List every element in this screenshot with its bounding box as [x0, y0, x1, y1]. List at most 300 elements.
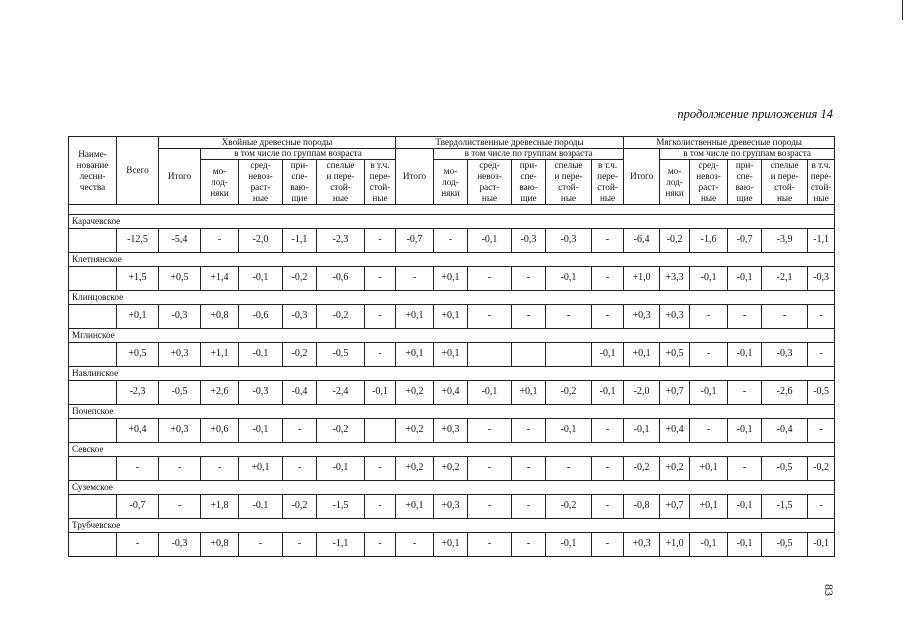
value-cell: -0,2	[546, 495, 592, 519]
table-row	[69, 267, 835, 291]
age-col-header-line: стой-	[810, 182, 832, 192]
age-col-header	[762, 160, 808, 205]
value-cell: -	[512, 533, 546, 557]
age-col-header-line: пере-	[810, 171, 832, 181]
value-cell: -0,1	[690, 533, 728, 557]
value-cell: +0,1	[624, 343, 660, 367]
value-cell: +0,5	[660, 343, 690, 367]
value-cell: +0,3	[159, 419, 201, 443]
value-cell: +0,1	[239, 457, 283, 481]
value-cell: -	[201, 229, 239, 253]
value-cell: -	[546, 305, 592, 329]
value-cell: -0,3	[159, 533, 201, 557]
value-cell: -	[546, 457, 592, 481]
age-col-header	[512, 160, 546, 205]
forestry-name-row	[69, 519, 835, 533]
value-cell: +0,1	[434, 267, 468, 291]
age-col-header-line: ные	[332, 193, 349, 203]
forestry-name: Карачевское	[69, 215, 835, 229]
age-col-header	[592, 160, 624, 205]
value-cell: -0,6	[317, 267, 365, 291]
value-cell: -	[239, 533, 283, 557]
empty-name-cell	[69, 381, 117, 405]
value-cell: -0,1	[592, 381, 624, 405]
value-cell: -	[396, 533, 434, 557]
value-cell: +0,3	[624, 533, 660, 557]
value-cell: -	[512, 495, 546, 519]
forestry-name-row	[69, 253, 835, 267]
value-cell: +0,7	[660, 381, 690, 405]
age-col-header-line: ные	[813, 193, 829, 203]
value-cell: -1,5	[762, 495, 808, 519]
age-col-header-line: раст-	[479, 182, 500, 192]
age-col-header-line: ваю-	[519, 182, 538, 192]
value-cell: -0,5	[762, 457, 808, 481]
group-header: Хвойные древесные породы	[159, 137, 396, 149]
forestry-name-row	[69, 481, 835, 495]
empty-name-cell	[69, 343, 117, 367]
age-col-header-line: стой-	[369, 182, 391, 192]
value-cell: -0,3	[546, 229, 592, 253]
value-cell: -	[365, 343, 396, 367]
age-col-header	[546, 160, 592, 205]
value-cell: -	[117, 457, 159, 481]
value-cell: +0,1	[434, 343, 468, 367]
value-cell: +0,1	[690, 495, 728, 519]
age-col-header	[239, 160, 283, 205]
value-cell: -	[690, 305, 728, 329]
value-cell: -	[592, 457, 624, 481]
value-cell: +0,1	[117, 305, 159, 329]
value-cell: -0,3	[808, 267, 835, 291]
value-cell: -0,1	[468, 381, 512, 405]
value-cell: -	[592, 267, 624, 291]
value-cell: -0,2	[660, 229, 690, 253]
age-col-header-line: щие	[736, 193, 753, 203]
forestry-name-row	[69, 329, 835, 343]
value-cell: -	[468, 457, 512, 481]
value-cell: -	[159, 495, 201, 519]
empty-name-cell	[69, 419, 117, 443]
age-col-header-line: лод-	[211, 176, 228, 187]
age-col-header-line: сред-	[698, 160, 719, 170]
spacer-cell	[69, 205, 835, 215]
age-col-header-line: щие	[520, 193, 537, 203]
age-col-header-line: ные	[700, 193, 717, 203]
total-header: Всего	[117, 137, 159, 205]
forest-table	[68, 136, 835, 557]
value-cell: +0,6	[201, 419, 239, 443]
value-cell: -0,1	[624, 419, 660, 443]
age-col-header-line: спе-	[736, 171, 753, 181]
value-cell	[546, 343, 592, 367]
itogo-header: Итого	[624, 149, 660, 205]
value-cell: -0,5	[808, 381, 835, 405]
value-cell: -	[468, 533, 512, 557]
empty-name-cell	[69, 267, 117, 291]
value-cell: -2,1	[762, 267, 808, 291]
age-col-header-line: лод-	[666, 176, 683, 187]
forestry-name: Трубчевское	[69, 519, 835, 533]
value-cell: -	[468, 495, 512, 519]
value-cell: -0,2	[546, 381, 592, 405]
age-col-header-line: ные	[599, 193, 616, 203]
table-row	[69, 305, 835, 329]
forestry-name-row	[69, 291, 835, 305]
value-cell: -	[283, 533, 317, 557]
age-col-header-line: лод-	[442, 176, 459, 187]
value-cell: -0,1	[690, 267, 728, 291]
forestry-name-row	[69, 215, 835, 229]
value-cell: -6,4	[624, 229, 660, 253]
value-cell: +0,2	[396, 419, 434, 443]
age-col-header-line: в т.ч.	[597, 160, 618, 170]
value-cell: -0,1	[728, 495, 762, 519]
table-row	[69, 229, 835, 253]
value-cell: +1,5	[117, 267, 159, 291]
age-col-header-line: стой-	[330, 182, 351, 192]
value-cell: -2,3	[317, 229, 365, 253]
value-cell: -	[592, 305, 624, 329]
value-cell: +1,4	[201, 267, 239, 291]
age-col-header-line: пере-	[369, 171, 391, 181]
value-cell: +1,1	[201, 343, 239, 367]
value-cell: +0,3	[660, 305, 690, 329]
age-col-header-line: мо-	[443, 165, 458, 176]
age-col-header-line: раст-	[698, 182, 719, 192]
forestry-name: Мглинское	[69, 329, 835, 343]
value-cell: +1,0	[660, 533, 690, 557]
value-cell: +1,8	[201, 495, 239, 519]
value-cell: -0,1	[239, 267, 283, 291]
value-cell: -	[468, 419, 512, 443]
value-cell: -	[592, 229, 624, 253]
empty-name-cell	[69, 305, 117, 329]
value-cell: +0,1	[396, 305, 434, 329]
spacer-row	[69, 205, 835, 215]
value-cell: -0,1	[239, 419, 283, 443]
age-col-header-line: невоз-	[477, 171, 502, 181]
value-cell	[512, 343, 546, 367]
age-col-header-line: няки	[210, 187, 229, 198]
value-cell: -0,1	[728, 533, 762, 557]
value-cell: +0,1	[434, 305, 468, 329]
age-col-header-line: спелые	[326, 160, 355, 170]
name-header-line: лесни-	[79, 170, 106, 181]
empty-name-cell	[69, 229, 117, 253]
value-cell: -0,2	[283, 343, 317, 367]
value-cell: -0,3	[239, 381, 283, 405]
value-cell: -0,1	[239, 495, 283, 519]
name-header-line: нование	[76, 159, 109, 170]
age-col-header	[201, 160, 239, 205]
value-cell: +0,2	[396, 457, 434, 481]
age-col-header-line: ваю-	[290, 182, 309, 192]
value-cell: +0,1	[512, 381, 546, 405]
value-cell: -	[434, 229, 468, 253]
value-cell: -	[512, 419, 546, 443]
value-cell: -	[592, 533, 624, 557]
age-col-header-line: ные	[372, 193, 388, 203]
value-cell: -0,4	[762, 419, 808, 443]
forestry-name-row	[69, 443, 835, 457]
value-cell: +0,2	[434, 457, 468, 481]
age-col-header-line: сред-	[479, 160, 500, 170]
age-col-header-line: няки	[441, 187, 460, 198]
value-cell: -0,2	[317, 419, 365, 443]
value-cell: -0,5	[317, 343, 365, 367]
age-col-header-line: сред-	[250, 160, 271, 170]
value-cell: -	[365, 457, 396, 481]
value-cell: -0,8	[624, 495, 660, 519]
page-edge-mark	[902, 0, 903, 20]
age-groups-header: в том числе по группам возраста	[201, 149, 396, 160]
value-cell: -	[512, 305, 546, 329]
value-cell: +0,4	[660, 419, 690, 443]
value-cell: -0,1	[690, 381, 728, 405]
value-cell: -	[283, 419, 317, 443]
empty-name-cell	[69, 457, 117, 481]
value-cell: -0,3	[512, 229, 546, 253]
age-col-header	[690, 160, 728, 205]
value-cell: -	[728, 305, 762, 329]
group-header: Мягколиственные древесные породы	[624, 137, 835, 149]
value-cell: -5,4	[159, 229, 201, 253]
table-row	[69, 457, 835, 481]
value-cell: -0,2	[624, 457, 660, 481]
value-cell: -	[159, 457, 201, 481]
value-cell: +3,3	[660, 267, 690, 291]
value-cell: -0,1	[728, 343, 762, 367]
table-row	[69, 533, 835, 557]
empty-name-cell	[69, 533, 117, 557]
age-col-header-line: ные	[481, 193, 498, 203]
age-col-header-line: стой-	[597, 182, 618, 192]
value-cell: -0,2	[808, 457, 835, 481]
age-col-header-line: мо-	[212, 165, 227, 176]
value-cell: -1,6	[690, 229, 728, 253]
name-header-line: чества	[79, 181, 106, 192]
table-row	[69, 419, 835, 443]
age-col-header-line: раст-	[250, 182, 271, 192]
value-cell: -0,7	[728, 229, 762, 253]
value-cell: -	[201, 457, 239, 481]
value-cell: +0,1	[434, 533, 468, 557]
page-number: 83	[822, 584, 836, 596]
age-col-header	[283, 160, 317, 205]
value-cell: +0,1	[396, 495, 434, 519]
age-col-header-line: и пере-	[326, 171, 355, 181]
value-cell: -	[365, 305, 396, 329]
value-cell: -0,1	[365, 381, 396, 405]
age-col-header-line: при-	[290, 160, 309, 170]
value-cell: -0,5	[159, 381, 201, 405]
age-col-header-line: ные	[560, 193, 577, 203]
age-col-header-line: стой-	[558, 182, 579, 192]
value-cell: +0,8	[201, 533, 239, 557]
age-col-header-line: и пере-	[770, 171, 799, 181]
value-cell: -0,3	[283, 305, 317, 329]
forestry-name: Клинцовское	[69, 291, 835, 305]
age-col-header-line: и пере-	[554, 171, 583, 181]
value-cell: -	[808, 419, 835, 443]
value-cell: +0,3	[434, 495, 468, 519]
value-cell: +2,6	[201, 381, 239, 405]
age-col-header	[317, 160, 365, 205]
name-header	[69, 137, 117, 205]
value-cell: +0,1	[396, 343, 434, 367]
value-cell: -	[592, 419, 624, 443]
age-col-header-line: ные	[776, 193, 793, 203]
age-groups-header: в том числе по группам возраста	[660, 149, 835, 160]
value-cell: +0,3	[624, 305, 660, 329]
age-col-header-line: ные	[252, 193, 269, 203]
value-cell: -	[365, 267, 396, 291]
value-cell: -	[592, 495, 624, 519]
forestry-name: Севское	[69, 443, 835, 457]
age-col-header-line: ваю-	[735, 182, 754, 192]
value-cell: -12,5	[117, 229, 159, 253]
value-cell: -0,3	[159, 305, 201, 329]
value-cell: -0,1	[592, 343, 624, 367]
value-cell: -	[396, 267, 434, 291]
value-cell: -0,2	[317, 305, 365, 329]
age-col-header	[728, 160, 762, 205]
value-cell: -0,5	[762, 533, 808, 557]
value-cell: -0,1	[239, 343, 283, 367]
value-cell: +0,5	[159, 267, 201, 291]
value-cell: -1,5	[317, 495, 365, 519]
value-cell: -0,4	[283, 381, 317, 405]
forestry-name: Суземское	[69, 481, 835, 495]
forestry-name: Почепское	[69, 405, 835, 419]
age-col-header-line: пере-	[597, 171, 618, 181]
value-cell	[365, 419, 396, 443]
value-cell: -0,2	[283, 495, 317, 519]
value-cell: -0,1	[468, 229, 512, 253]
value-cell: +0,3	[434, 419, 468, 443]
forestry-name-row	[69, 367, 835, 381]
value-cell: -	[808, 305, 835, 329]
age-col-header-line: в т.ч.	[811, 160, 831, 170]
name-header-line: Наиме-	[78, 148, 107, 159]
value-cell: -0,2	[283, 267, 317, 291]
table-row	[69, 343, 835, 367]
value-cell: +0,2	[660, 457, 690, 481]
age-col-header	[660, 160, 690, 205]
value-cell: -0,1	[728, 267, 762, 291]
value-cell: +0,8	[201, 305, 239, 329]
value-cell: -	[808, 343, 835, 367]
value-cell: +0,5	[117, 343, 159, 367]
continuation-caption: продолжение приложения 14	[677, 107, 833, 121]
value-cell: +0,4	[434, 381, 468, 405]
value-cell	[468, 343, 512, 367]
age-col-header	[434, 160, 468, 205]
value-cell: -2,0	[239, 229, 283, 253]
age-col-header-line: при-	[519, 160, 538, 170]
value-cell: -0,7	[396, 229, 434, 253]
value-cell: -	[762, 305, 808, 329]
value-cell: -	[690, 343, 728, 367]
itogo-header: Итого	[159, 149, 201, 205]
age-col-header-line: спе-	[291, 171, 308, 181]
age-col-header-line: спелые	[770, 160, 799, 170]
value-cell: -	[512, 457, 546, 481]
value-cell: -	[728, 381, 762, 405]
value-cell: -	[808, 495, 835, 519]
age-groups-header: в том числе по группам возраста	[434, 149, 624, 160]
header-row	[69, 149, 835, 160]
value-cell: -	[365, 533, 396, 557]
age-col-header-line: няки	[665, 187, 684, 198]
value-cell: +0,4	[117, 419, 159, 443]
value-cell: -	[728, 457, 762, 481]
value-cell: -0,3	[762, 343, 808, 367]
age-col-header-line: невоз-	[248, 171, 273, 181]
value-cell: +0,2	[396, 381, 434, 405]
value-cell: -0,1	[728, 419, 762, 443]
value-cell: -0,1	[546, 267, 592, 291]
age-col-header-line: спе-	[520, 171, 537, 181]
value-cell: -	[365, 229, 396, 253]
value-cell: +0,1	[690, 457, 728, 481]
value-cell: -3,9	[762, 229, 808, 253]
value-cell: -0,7	[117, 495, 159, 519]
value-cell: -1,1	[317, 533, 365, 557]
age-col-header-line: невоз-	[696, 171, 721, 181]
value-cell: -	[690, 419, 728, 443]
age-col-header-line: при-	[735, 160, 754, 170]
value-cell: -1,1	[808, 229, 835, 253]
itogo-header: Итого	[396, 149, 434, 205]
table-row	[69, 495, 835, 519]
value-cell: -0,1	[808, 533, 835, 557]
forestry-name-row	[69, 405, 835, 419]
value-cell: -1,1	[283, 229, 317, 253]
age-col-header	[808, 160, 835, 205]
value-cell: +0,7	[660, 495, 690, 519]
value-cell: -0,6	[239, 305, 283, 329]
age-col-header-line: щие	[291, 193, 308, 203]
age-col-header-line: спелые	[554, 160, 583, 170]
table-row	[69, 381, 835, 405]
value-cell: -	[117, 533, 159, 557]
age-col-header-line: мо-	[667, 165, 682, 176]
value-cell: -0,1	[546, 533, 592, 557]
value-cell: -	[468, 305, 512, 329]
age-col-header-line: стой-	[774, 182, 795, 192]
value-cell: -0,1	[546, 419, 592, 443]
empty-name-cell	[69, 495, 117, 519]
age-col-header	[365, 160, 396, 205]
age-col-header	[468, 160, 512, 205]
value-cell: -	[512, 267, 546, 291]
value-cell: -	[283, 457, 317, 481]
age-col-header-line: в т.ч.	[370, 160, 390, 170]
header-row	[69, 137, 835, 149]
value-cell: -2,4	[317, 381, 365, 405]
value-cell: -0,1	[317, 457, 365, 481]
value-cell: -2,3	[117, 381, 159, 405]
value-cell: -	[365, 495, 396, 519]
value-cell: -2,0	[624, 381, 660, 405]
forestry-name: Навлинское	[69, 367, 835, 381]
value-cell: +0,3	[159, 343, 201, 367]
group-header: Твердолиственные древесные породы	[396, 137, 624, 149]
value-cell: -	[468, 267, 512, 291]
forestry-name: Клетнянское	[69, 253, 835, 267]
